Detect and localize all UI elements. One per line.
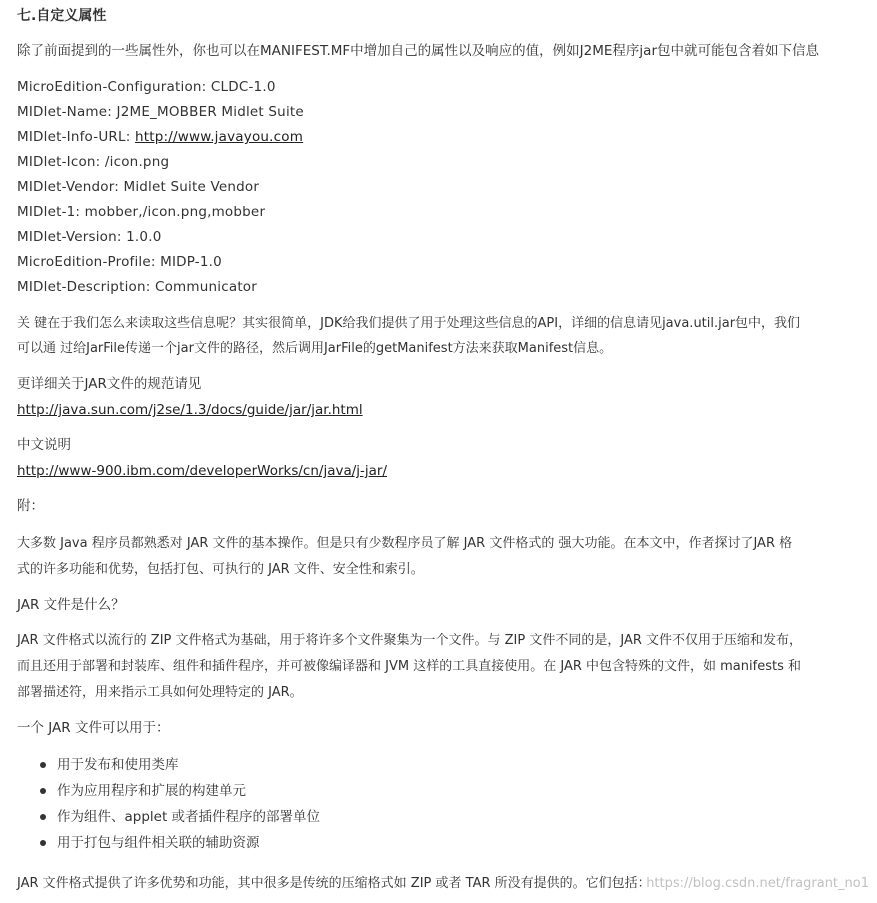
bullet-icon: [40, 840, 46, 846]
list-item: [17, 804, 320, 830]
list-item-text: 用于打包与组件相关联的辅助资源: [57, 835, 260, 851]
bullet-icon: [40, 788, 46, 794]
list-item-text: 作为组件、applet 或者插件程序的部署单位: [57, 809, 321, 825]
list-item: [17, 778, 320, 804]
uses-list: [17, 752, 320, 856]
list-item-text: 作为应用程序和扩展的构建单元: [57, 783, 246, 799]
jar-description-line: 而且还用于部署和封装库、组件和插件程序，并可被像编译器和 JVM 这样的工具直接使用。在 JAR 中包含特殊的文件，如 manifests 和: [17, 659, 801, 674]
jar-spec-link[interactable]: http://java.sun.com/j2se/1.3/docs/guide/jar/jar.html: [17, 402, 363, 418]
bullet-icon: [40, 814, 46, 820]
cn-label: 中文说明: [17, 437, 71, 453]
key-paragraph-line: 可以通 过给JarFile传递一个jar文件的路径，然后调用JarFile的getManifest方法来获取Manifest信息。: [17, 341, 613, 356]
manifest-key: MIDlet-Info-URL:: [17, 129, 135, 145]
jar-description-line: 部署描述符，用来指示工具如何处理特定的 JAR。: [17, 685, 303, 700]
manifest-line: MicroEdition-Configuration: CLDC-1.0: [17, 79, 276, 95]
watermark: https://blog.csdn.net/fragrant_no1: [646, 876, 869, 891]
summary-line: 式的许多功能和优势，包括打包、可执行的 JAR 文件、安全性和索引。: [17, 562, 424, 577]
bullet-icon: [40, 762, 46, 768]
manifest-line: MIDlet-Name: J2ME_MOBBER Midlet Suite: [17, 104, 304, 120]
jar-description-line: JAR 文件格式以流行的 ZIP 文件格式为基础，用于将许多个文件聚集为一个文件。与 ZIP 文件不同的是，JAR 文件不仅用于压缩和发布，: [17, 633, 803, 648]
key-paragraph-line: 关 键在于我们怎么来读取这些信息呢？其实很简单，JDK给我们提供了用于处理这些信息的API，详细的信息请见java.util.jar包中，我们: [17, 316, 801, 331]
section-heading: 七.自定义属性: [17, 8, 107, 24]
intro-paragraph: 除了前面提到的一些属性外，你也可以在MANIFEST.MF中增加自己的属性以及响应的值，例如J2ME程序jar包中就可能包含着如下信息: [17, 43, 819, 59]
what-is-jar-heading: JAR 文件是什么？: [17, 597, 125, 613]
appendix-label: 附：: [17, 498, 44, 514]
manifest-line: MIDlet-1: mobber,/icon.png,mobber: [17, 204, 266, 220]
manifest-line: MIDlet-Vendor: Midlet Suite Vendor: [17, 179, 260, 195]
list-item: [17, 830, 320, 856]
ibm-jar-link[interactable]: http://www-900.ibm.com/developerWorks/cn/java/j-jar/: [17, 463, 388, 479]
spec-link-line: [17, 398, 862, 423]
manifest-line: [17, 125, 303, 150]
manifest-line: MIDlet-Icon: /icon.png: [17, 154, 170, 170]
manifest-line: MIDlet-Version: 1.0.0: [17, 229, 162, 245]
info-url-link[interactable]: http://www.javayou.com: [134, 129, 304, 145]
list-item-text: 用于发布和使用类库: [57, 757, 179, 773]
manifest-line: MIDlet-Description: Communicator: [17, 279, 258, 295]
final-paragraph: JAR 文件格式提供了许多优势和功能，其中很多是传统的压缩格式如 ZIP 或者 TAR 所没有提供的。它们包括：: [17, 876, 651, 891]
uses-intro: 一个 JAR 文件可以用于：: [17, 720, 170, 736]
list-item: [17, 752, 320, 778]
cn-link-line: [17, 459, 862, 484]
spec-label: 更详细关于JAR文件的规范请见: [17, 376, 202, 392]
summary-line: 大多数 Java 程序员都熟悉对 JAR 文件的基本操作。但是只有少数程序员了解 JAR 文件格式的 强大功能。在本文中，作者探讨了JAR 格: [17, 536, 793, 551]
manifest-line: MicroEdition-Profile: MIDP-1.0: [17, 254, 222, 270]
